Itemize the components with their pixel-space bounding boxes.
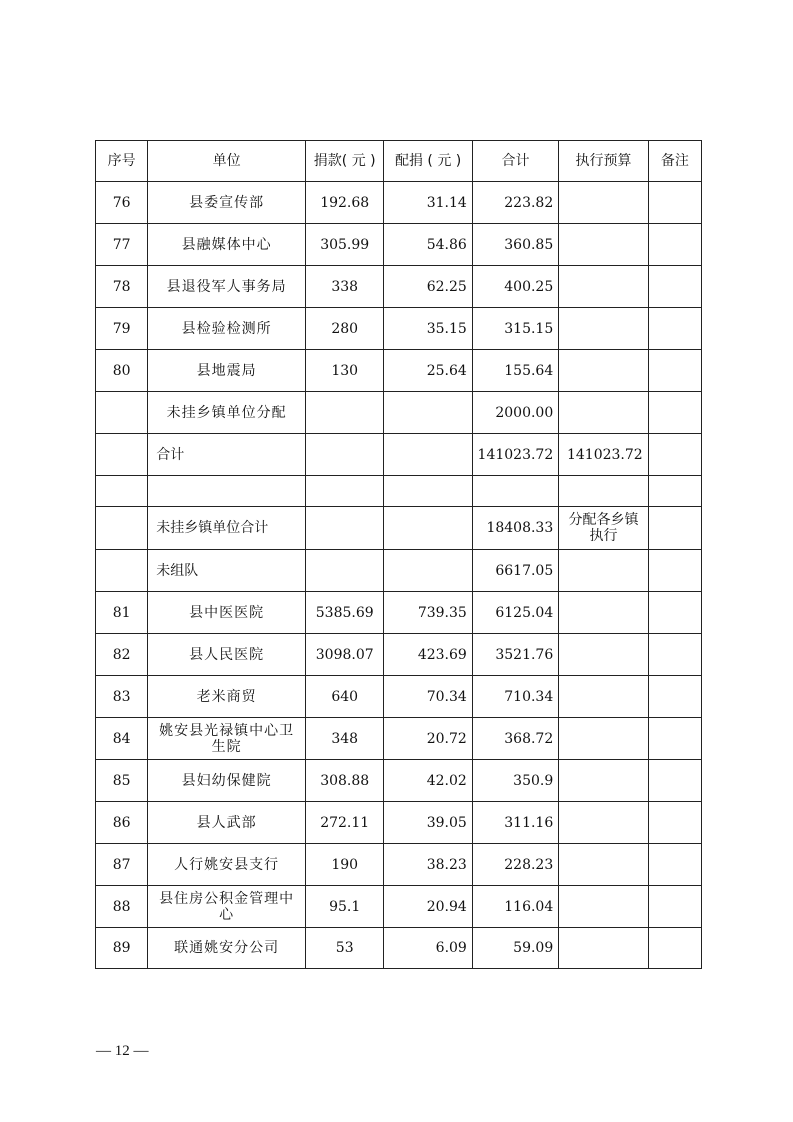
cell-note xyxy=(648,224,701,266)
page-number: — 12 — xyxy=(96,1043,149,1059)
cell-no: 89 xyxy=(96,928,148,969)
cell-total: 141023.72 xyxy=(472,434,558,476)
cell-match: 6.09 xyxy=(384,928,472,969)
cell-no: 87 xyxy=(96,844,148,886)
cell-total: 6617.05 xyxy=(472,550,558,592)
table-row xyxy=(96,507,702,550)
cell-budget: 141023.72 xyxy=(559,434,648,476)
cell-donation xyxy=(306,476,384,507)
cell-total: 2000.00 xyxy=(472,392,558,434)
cell-donation: 192.68 xyxy=(306,182,384,224)
header-match: 配捐 ( 元 ) xyxy=(384,141,472,182)
cell-no xyxy=(96,476,148,507)
cell-no: 80 xyxy=(96,350,148,392)
cell-total xyxy=(472,476,558,507)
cell-total: 18408.33 xyxy=(472,507,558,550)
cell-donation: 305.99 xyxy=(306,224,384,266)
cell-total: 315.15 xyxy=(472,308,558,350)
cell-donation: 348 xyxy=(306,718,384,760)
cell-unit: 县人武部 xyxy=(148,802,306,844)
cell-note xyxy=(648,507,701,550)
cell-budget xyxy=(559,350,648,392)
cell-note xyxy=(648,182,701,224)
cell-unit: 县委宣传部 xyxy=(148,182,306,224)
cell-donation: 272.11 xyxy=(306,802,384,844)
cell-no: 76 xyxy=(96,182,148,224)
cell-budget xyxy=(559,676,648,718)
cell-unit: 合计 xyxy=(148,434,306,476)
donation-table xyxy=(95,140,702,969)
table-row xyxy=(96,434,702,476)
cell-match: 38.23 xyxy=(384,844,472,886)
cell-no: 85 xyxy=(96,760,148,802)
header-total: 合计 xyxy=(472,141,558,182)
cell-total: 116.04 xyxy=(472,886,558,928)
cell-total: 360.85 xyxy=(472,224,558,266)
cell-unit: 县妇幼保健院 xyxy=(148,760,306,802)
cell-donation: 130 xyxy=(306,350,384,392)
cell-total: 311.16 xyxy=(472,802,558,844)
table-row xyxy=(96,182,702,224)
cell-donation: 308.88 xyxy=(306,760,384,802)
table-row xyxy=(96,550,702,592)
cell-match: 739.35 xyxy=(384,592,472,634)
cell-match: 70.34 xyxy=(384,676,472,718)
cell-no: 77 xyxy=(96,224,148,266)
header-donation: 捐款( 元 ) xyxy=(306,141,384,182)
cell-note xyxy=(648,392,701,434)
cell-donation xyxy=(306,507,384,550)
cell-match: 39.05 xyxy=(384,802,472,844)
cell-match: 423.69 xyxy=(384,634,472,676)
cell-unit: 县检验检测所 xyxy=(148,308,306,350)
table-row xyxy=(96,886,702,928)
table-row xyxy=(96,760,702,802)
cell-donation: 190 xyxy=(306,844,384,886)
cell-donation: 5385.69 xyxy=(306,592,384,634)
table-header-row xyxy=(96,141,702,182)
cell-unit: 县人民医院 xyxy=(148,634,306,676)
table-row xyxy=(96,476,702,507)
cell-donation: 338 xyxy=(306,266,384,308)
cell-match xyxy=(384,392,472,434)
table-row xyxy=(96,350,702,392)
cell-budget xyxy=(559,844,648,886)
table-row xyxy=(96,928,702,969)
cell-note xyxy=(648,634,701,676)
cell-donation: 640 xyxy=(306,676,384,718)
table-row xyxy=(96,802,702,844)
table-row xyxy=(96,718,702,760)
cell-note xyxy=(648,592,701,634)
cell-unit: 老米商贸 xyxy=(148,676,306,718)
cell-note xyxy=(648,676,701,718)
cell-budget xyxy=(559,886,648,928)
cell-total: 3521.76 xyxy=(472,634,558,676)
cell-total: 400.25 xyxy=(472,266,558,308)
header-no: 序号 xyxy=(96,141,148,182)
cell-note xyxy=(648,434,701,476)
cell-note xyxy=(648,886,701,928)
cell-total: 350.9 xyxy=(472,760,558,802)
cell-unit: 姚安县光禄镇中心卫生院 xyxy=(148,718,306,760)
cell-no: 81 xyxy=(96,592,148,634)
cell-unit: 县退役军人事务局 xyxy=(148,266,306,308)
cell-note xyxy=(648,308,701,350)
cell-no xyxy=(96,550,148,592)
header-unit: 单位 xyxy=(148,141,306,182)
cell-unit: 县融媒体中心 xyxy=(148,224,306,266)
cell-unit: 县住房公积金管理中心 xyxy=(148,886,306,928)
table-row xyxy=(96,676,702,718)
cell-donation xyxy=(306,550,384,592)
cell-budget xyxy=(559,760,648,802)
cell-unit: 未挂乡镇单位分配 xyxy=(148,392,306,434)
cell-note xyxy=(648,550,701,592)
cell-budget xyxy=(559,634,648,676)
header-note: 备注 xyxy=(648,141,701,182)
cell-match: 62.25 xyxy=(384,266,472,308)
cell-note xyxy=(648,760,701,802)
cell-unit: 人行姚安县支行 xyxy=(148,844,306,886)
cell-no xyxy=(96,434,148,476)
cell-unit: 未挂乡镇单位合计 xyxy=(148,507,306,550)
cell-match: 35.15 xyxy=(384,308,472,350)
table-body xyxy=(96,182,702,969)
cell-no: 79 xyxy=(96,308,148,350)
cell-budget xyxy=(559,592,648,634)
cell-match xyxy=(384,550,472,592)
cell-unit: 县地震局 xyxy=(148,350,306,392)
table-row xyxy=(96,634,702,676)
cell-match: 42.02 xyxy=(384,760,472,802)
cell-no: 78 xyxy=(96,266,148,308)
cell-budget xyxy=(559,392,648,434)
cell-total: 59.09 xyxy=(472,928,558,969)
header-budget: 执行预算 xyxy=(559,141,648,182)
cell-match: 54.86 xyxy=(384,224,472,266)
table-row xyxy=(96,224,702,266)
table-row xyxy=(96,266,702,308)
cell-total: 155.64 xyxy=(472,350,558,392)
cell-match xyxy=(384,434,472,476)
cell-donation xyxy=(306,392,384,434)
cell-note xyxy=(648,718,701,760)
cell-budget xyxy=(559,718,648,760)
cell-note xyxy=(648,928,701,969)
cell-note xyxy=(648,476,701,507)
cell-no: 84 xyxy=(96,718,148,760)
table-row xyxy=(96,844,702,886)
cell-unit xyxy=(148,476,306,507)
cell-budget xyxy=(559,802,648,844)
cell-unit: 未组队 xyxy=(148,550,306,592)
cell-budget xyxy=(559,308,648,350)
cell-budget xyxy=(559,550,648,592)
cell-budget xyxy=(559,266,648,308)
table-row xyxy=(96,308,702,350)
table-row xyxy=(96,592,702,634)
cell-donation: 53 xyxy=(306,928,384,969)
cell-total: 223.82 xyxy=(472,182,558,224)
table-row xyxy=(96,392,702,434)
cell-note xyxy=(648,844,701,886)
cell-total: 710.34 xyxy=(472,676,558,718)
cell-donation: 95.1 xyxy=(306,886,384,928)
cell-no: 86 xyxy=(96,802,148,844)
cell-total: 228.23 xyxy=(472,844,558,886)
cell-budget xyxy=(559,928,648,969)
cell-match: 31.14 xyxy=(384,182,472,224)
cell-match xyxy=(384,507,472,550)
cell-budget: 分配各乡镇执行 xyxy=(559,507,648,550)
cell-donation xyxy=(306,434,384,476)
cell-donation: 280 xyxy=(306,308,384,350)
cell-unit: 县中医医院 xyxy=(148,592,306,634)
cell-budget xyxy=(559,224,648,266)
cell-note xyxy=(648,266,701,308)
cell-note xyxy=(648,350,701,392)
cell-no: 82 xyxy=(96,634,148,676)
cell-match: 20.94 xyxy=(384,886,472,928)
cell-total: 6125.04 xyxy=(472,592,558,634)
cell-total: 368.72 xyxy=(472,718,558,760)
cell-donation: 3098.07 xyxy=(306,634,384,676)
cell-no: 83 xyxy=(96,676,148,718)
cell-budget xyxy=(559,476,648,507)
cell-no: 88 xyxy=(96,886,148,928)
cell-unit: 联通姚安分公司 xyxy=(148,928,306,969)
cell-match: 25.64 xyxy=(384,350,472,392)
cell-no xyxy=(96,392,148,434)
cell-match xyxy=(384,476,472,507)
cell-match: 20.72 xyxy=(384,718,472,760)
cell-note xyxy=(648,802,701,844)
cell-no xyxy=(96,507,148,550)
cell-budget xyxy=(559,182,648,224)
